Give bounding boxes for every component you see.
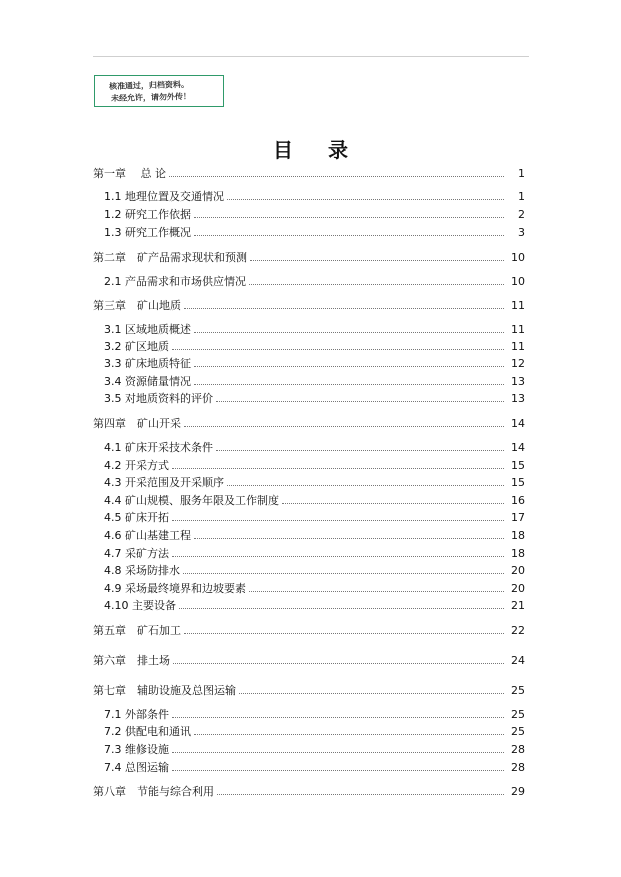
toc-leader <box>184 308 504 309</box>
toc-label: 1.3 研究工作概况 <box>104 226 191 239</box>
toc-section-1-1[interactable] <box>104 189 525 203</box>
toc-label: 3.3 矿床地质特征 <box>104 357 191 370</box>
toc-label: 7.3 维修设施 <box>104 743 169 756</box>
toc-page: 15 <box>511 459 525 472</box>
toc-label: 4.1 矿床开采技术条件 <box>104 441 213 454</box>
toc-section-4-10[interactable] <box>104 598 525 612</box>
toc-label: 4.8 采场防排水 <box>104 564 180 577</box>
toc-page: 24 <box>511 654 525 667</box>
toc-chapter-5[interactable] <box>93 623 525 637</box>
toc-label: 7.4 总图运输 <box>104 761 169 774</box>
toc-leader <box>172 770 504 771</box>
toc-label: 1.2 研究工作依据 <box>104 208 191 221</box>
toc-page: 20 <box>511 564 525 577</box>
toc-section-1-2[interactable] <box>104 207 525 221</box>
toc-label: 第二章 矿产品需求现状和预测 <box>93 251 247 264</box>
toc-leader <box>184 426 504 427</box>
toc-section-4-7[interactable] <box>104 546 525 560</box>
toc-section-3-3[interactable] <box>104 356 525 370</box>
toc-leader <box>172 349 504 350</box>
toc-leader <box>184 633 504 634</box>
toc-page: 14 <box>511 417 525 430</box>
toc-section-3-2[interactable] <box>104 339 525 353</box>
toc-section-4-6[interactable] <box>104 528 525 542</box>
toc-page: 18 <box>511 547 525 560</box>
toc-section-4-4[interactable] <box>104 493 525 507</box>
toc-page: 20 <box>511 582 525 595</box>
toc-label: 4.6 矿山基建工程 <box>104 529 191 542</box>
toc-leader <box>183 573 504 574</box>
toc-page: 18 <box>511 529 525 542</box>
toc-leader <box>172 468 504 469</box>
toc-leader <box>173 663 504 664</box>
toc-label: 第三章 矿山地质 <box>93 299 181 312</box>
toc-leader <box>172 752 504 753</box>
toc-leader <box>282 503 504 504</box>
stamp-line-2: 未经允许，请勿外传！ <box>110 91 192 104</box>
toc-leader <box>172 717 504 718</box>
toc-section-4-2[interactable] <box>104 458 525 472</box>
toc-page: 15 <box>511 476 525 489</box>
toc-page: 11 <box>511 299 525 312</box>
toc-label: 3.1 区域地质概述 <box>104 323 191 336</box>
toc-label: 第四章 矿山开采 <box>93 417 181 430</box>
toc-section-1-3[interactable] <box>104 225 525 239</box>
toc-leader <box>194 538 504 539</box>
toc-leader <box>172 556 504 557</box>
toc-page: 10 <box>511 251 525 264</box>
toc-label: 第六章 排土场 <box>93 654 170 667</box>
toc-chapter-2[interactable] <box>93 250 525 264</box>
toc-chapter-6[interactable] <box>93 653 525 667</box>
toc-label: 4.9 采场最终境界和边坡要素 <box>104 582 246 595</box>
toc-leader <box>194 332 504 333</box>
toc-label: 3.4 资源储量情况 <box>104 375 191 388</box>
toc-section-4-8[interactable] <box>104 563 525 577</box>
toc-chapter-7[interactable] <box>93 683 525 697</box>
toc-page: 29 <box>511 785 525 798</box>
toc-page: 22 <box>511 624 525 637</box>
toc-leader <box>179 608 504 609</box>
toc-leader <box>169 176 504 177</box>
toc-section-7-4[interactable] <box>104 760 525 774</box>
toc-page: 17 <box>511 511 525 524</box>
toc-section-7-2[interactable] <box>104 724 525 738</box>
toc-leader <box>194 235 504 236</box>
toc-leader <box>249 591 504 592</box>
toc-page: 13 <box>511 375 525 388</box>
toc-label: 第五章 矿石加工 <box>93 624 181 637</box>
toc-chapter-3[interactable] <box>93 298 525 312</box>
toc-label: 4.10 主要设备 <box>104 599 176 612</box>
toc-page: 1 <box>518 190 525 203</box>
toc-leader <box>250 260 504 261</box>
toc-label: 第七章 辅助设施及总图运输 <box>93 684 236 697</box>
toc-label: 7.2 供配电和通讯 <box>104 725 191 738</box>
toc-leader <box>227 199 504 200</box>
toc-page: 25 <box>511 684 525 697</box>
toc-label: 4.2 开采方式 <box>104 459 169 472</box>
toc-label: 第八章 节能与综合利用 <box>93 785 214 798</box>
toc-section-3-4[interactable] <box>104 374 525 388</box>
toc-section-2-1[interactable] <box>104 274 525 288</box>
stamp-line-1: 核准通过，归档资料。 <box>108 79 190 92</box>
toc-leader <box>194 734 504 735</box>
toc-page: 25 <box>511 725 525 738</box>
toc-page: 16 <box>511 494 525 507</box>
toc-section-4-3[interactable] <box>104 475 525 489</box>
toc-section-7-3[interactable] <box>104 742 525 756</box>
toc-page: 11 <box>511 340 525 353</box>
toc-page: 25 <box>511 708 525 721</box>
toc-label: 第一章 总 论 <box>93 167 166 180</box>
approval-stamp <box>94 75 224 107</box>
toc-page: 28 <box>511 761 525 774</box>
toc-label: 4.5 矿床开拓 <box>104 511 169 524</box>
toc-label: 3.5 对地质资料的评价 <box>104 392 213 405</box>
toc-page: 3 <box>518 226 525 239</box>
toc-label: 4.7 采矿方法 <box>104 547 169 560</box>
toc-section-3-1[interactable] <box>104 322 525 336</box>
toc-page: 21 <box>511 599 525 612</box>
toc-leader <box>227 485 504 486</box>
toc-page: 13 <box>511 392 525 405</box>
toc-page: 12 <box>511 357 525 370</box>
toc-leader <box>239 693 504 694</box>
toc-label: 2.1 产品需求和市场供应情况 <box>104 275 246 288</box>
toc-chapter-4[interactable] <box>93 416 525 430</box>
header-rule <box>93 56 529 57</box>
toc-page: 28 <box>511 743 525 756</box>
toc-section-3-5[interactable] <box>104 391 525 405</box>
toc-page: 1 <box>518 167 525 180</box>
toc-leader <box>216 401 504 402</box>
toc-section-4-1[interactable] <box>104 440 525 454</box>
toc-leader <box>194 366 504 367</box>
toc-leader <box>194 384 504 385</box>
toc-label: 3.2 矿区地质 <box>104 340 169 353</box>
toc-leader <box>216 450 504 451</box>
toc-label: 4.3 开采范围及开采顺序 <box>104 476 224 489</box>
toc-label: 1.1 地理位置及交通情况 <box>104 190 224 203</box>
toc-leader <box>249 284 504 285</box>
toc-section-4-9[interactable] <box>104 581 525 595</box>
page-title: 目 录 <box>273 138 362 162</box>
toc-page: 11 <box>511 323 525 336</box>
toc-section-4-5[interactable] <box>104 510 525 524</box>
toc-leader <box>172 520 504 521</box>
toc-page: 10 <box>511 275 525 288</box>
toc-label: 7.1 外部条件 <box>104 708 169 721</box>
toc-label: 4.4 矿山规模、服务年限及工作制度 <box>104 494 279 507</box>
toc-chapter-8[interactable] <box>93 784 525 798</box>
toc-page: 2 <box>518 208 525 221</box>
toc-section-7-1[interactable] <box>104 707 525 721</box>
toc-chapter-1[interactable] <box>93 166 525 180</box>
toc-leader <box>194 217 504 218</box>
toc-page: 14 <box>511 441 525 454</box>
toc-leader <box>217 794 504 795</box>
